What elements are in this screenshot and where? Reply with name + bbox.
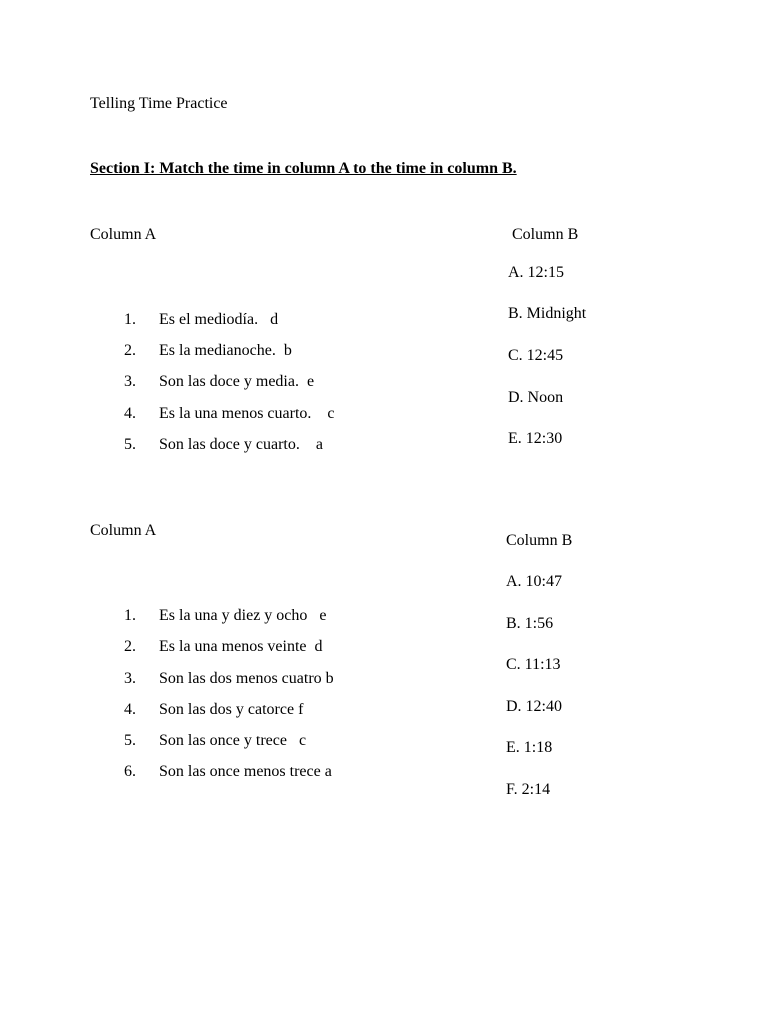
- item-number: 5.: [124, 436, 136, 453]
- item-text: Es la medianoche. b: [159, 342, 292, 359]
- item-text: Es la una menos veinte d: [159, 638, 323, 655]
- item-text: Es la una menos cuarto. c: [159, 405, 335, 422]
- item-number: 1.: [124, 311, 136, 328]
- column-b-heading: Column B: [512, 226, 579, 243]
- section-heading: Section I: Match the time in column A to the time in column B.: [90, 160, 517, 177]
- item-number: 3.: [124, 670, 136, 687]
- option-item: A. 12:15: [508, 264, 564, 281]
- item-number: 5.: [124, 732, 136, 749]
- option-item: E. 1:18: [506, 739, 553, 756]
- item-text: Son las dos y catorce f: [159, 701, 304, 718]
- option-item: E. 12:30: [508, 430, 563, 447]
- option-item: D. 12:40: [506, 698, 562, 715]
- item-text: Es el mediodía. d: [159, 311, 279, 328]
- list-item: [90, 742, 332, 802]
- item-number: 2.: [124, 638, 136, 655]
- item-text: Es la una y diez y ocho e: [159, 607, 327, 624]
- item-text: Son las doce y media. e: [159, 373, 315, 390]
- item-number: 3.: [124, 373, 136, 390]
- option-item: D. Noon: [508, 389, 564, 406]
- item-text: Son las once y trece c: [159, 732, 307, 749]
- item-number: 4.: [124, 405, 136, 422]
- page-title: Telling Time Practice: [90, 95, 228, 112]
- item-text: Son las dos menos cuatro b: [159, 670, 334, 687]
- column-a-heading: Column A: [90, 522, 157, 539]
- item-text: Son las once menos trece a: [159, 763, 332, 780]
- column-b-heading: Column B: [506, 532, 573, 549]
- column-a-heading: Column A: [90, 226, 157, 243]
- item-number: 1.: [124, 607, 136, 624]
- item-text: Son las doce y cuarto. a: [159, 436, 323, 453]
- item-number: 4.: [124, 701, 136, 718]
- item-number: 6.: [124, 763, 136, 780]
- option-item: C. 11:13: [506, 656, 561, 673]
- option-item: A. 10:47: [506, 573, 562, 590]
- option-item: B. Midnight: [508, 305, 587, 322]
- list-item: [90, 415, 323, 475]
- option-item: B. 1:56: [506, 615, 554, 632]
- option-item: F. 2:14: [506, 781, 551, 798]
- option-item: C. 12:45: [508, 347, 564, 364]
- item-number: 2.: [124, 342, 136, 359]
